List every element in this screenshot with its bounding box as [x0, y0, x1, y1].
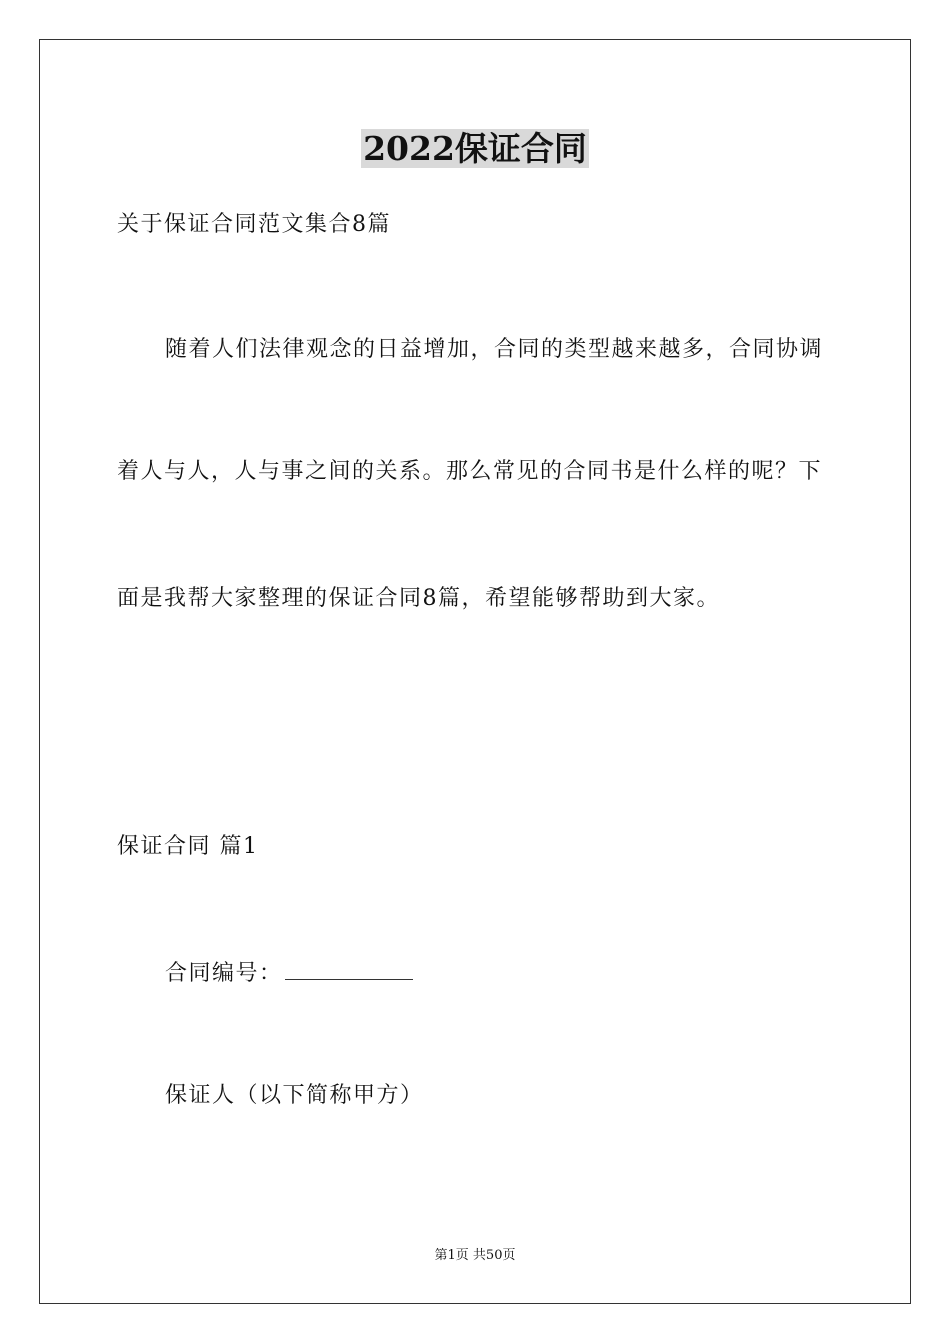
intro-line-1: 随着人们法律观念的日益增加，合同的类型越来越多，合同协调	[165, 337, 824, 362]
document-title	[0, 128, 950, 170]
document-title-text: 2022保证合同	[363, 129, 587, 168]
page-footer: 第1页 共50页	[434, 1248, 516, 1263]
intro-line-2: 着人与人，人与事之间的关系。那么常见的合同书是什么样的呢？下	[117, 459, 823, 484]
contract-number-label: 合同编号：	[165, 961, 283, 986]
guarantor-line: 保证人（以下简称甲方）	[165, 1083, 424, 1108]
section-heading: 保证合同 篇1	[117, 834, 259, 859]
contract-number-blank	[285, 957, 413, 980]
document-subtitle: 关于保证合同范文集合8篇	[117, 212, 391, 237]
contract-number-row	[165, 957, 413, 989]
intro-line-3: 面是我帮大家整理的保证合同8篇，希望能够帮助到大家。	[117, 586, 720, 611]
